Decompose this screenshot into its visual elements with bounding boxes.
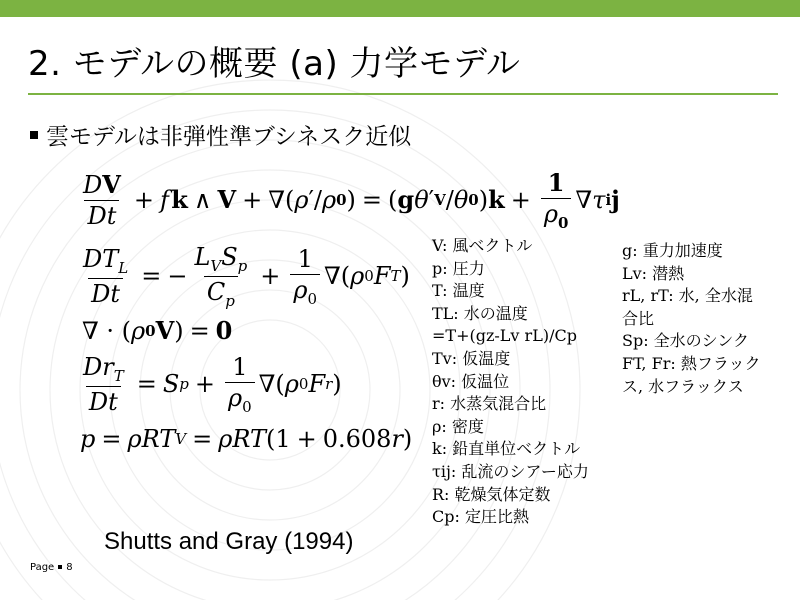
legend-item: Cp: 定圧比熱: [432, 507, 529, 527]
page-footer: [30, 562, 73, 573]
equation-moisture: $\frac{Dr_T}{Dt}$ = S p + $\frac{1}{\rho_0}$ ∇( ρ 0 F r ): [83, 353, 342, 416]
legend-item: FT, Fr: 熱フラック: [622, 353, 761, 373]
variable-legend-right: [622, 240, 761, 398]
legend-item: p: 圧力: [432, 258, 485, 278]
equation-momentum: $\frac{DV}{Dt}$ + f k ∧ V + ∇( ρ ′/ ρ 0 ) = ( g θ ′ V / θ 0 ) k + $\frac{1}{\rho_0}$ ∇ τ i j: [83, 168, 620, 232]
title-divider: [28, 93, 778, 95]
legend-item: 合比: [622, 308, 655, 328]
footer-marker: [58, 565, 62, 569]
variable-legend-left: [432, 235, 589, 529]
legend-item: rL, rT: 水, 全水混: [622, 286, 753, 306]
bullet-text: 雲モデルは非弾性準ブシネスク近似: [46, 124, 412, 150]
equation-continuity: ∇ · ( ρ 0 V ) = 0: [82, 316, 233, 345]
equation-state: p = ρRT V = ρRT (1 + 0.608 r ): [80, 425, 413, 453]
legend-item: TL: 水の温度: [432, 303, 528, 323]
legend-item: T: 温度: [432, 281, 485, 301]
legend-item: V: 風ベクトル: [432, 236, 533, 255]
legend-item: =T+(gz-Lv rL)/Cp: [432, 326, 577, 346]
legend-item: r: 水蒸気混合比: [432, 394, 547, 414]
legend-item: Tv: 仮温度: [432, 348, 511, 368]
page-number: 8: [66, 562, 73, 573]
bullet-marker: [30, 131, 38, 139]
legend-item: R: 乾燥気体定数: [432, 484, 551, 504]
legend-item: τij: 乱流のシアー応力: [432, 461, 589, 481]
citation: Shutts and Gray (1994): [104, 528, 354, 555]
legend-item: g: 重力加速度: [622, 241, 723, 260]
legend-item: k: 鉛直単位ベクトル: [432, 439, 581, 459]
legend-item: Sp: 全水のシンク: [622, 331, 749, 351]
legend-item: θv: 仮温位: [432, 371, 510, 391]
slide-title: 2. モデルの概要 (a) 力学モデル: [28, 44, 521, 84]
legend-item: Lv: 潜熱: [622, 263, 685, 283]
page-label: Page: [30, 562, 55, 573]
bullet-item: [30, 118, 411, 151]
equation-thermo: $\frac{DT_L}{Dt}$ = − $\frac{L_VS_p}{C_p}$ + $\frac{1}{\rho_0}$ ∇( ρ 0 F T ): [83, 243, 410, 310]
legend-item: ス, 水フラックス: [622, 376, 744, 396]
legend-item: ρ: 密度: [432, 416, 484, 436]
top-accent-bar: [0, 0, 800, 17]
